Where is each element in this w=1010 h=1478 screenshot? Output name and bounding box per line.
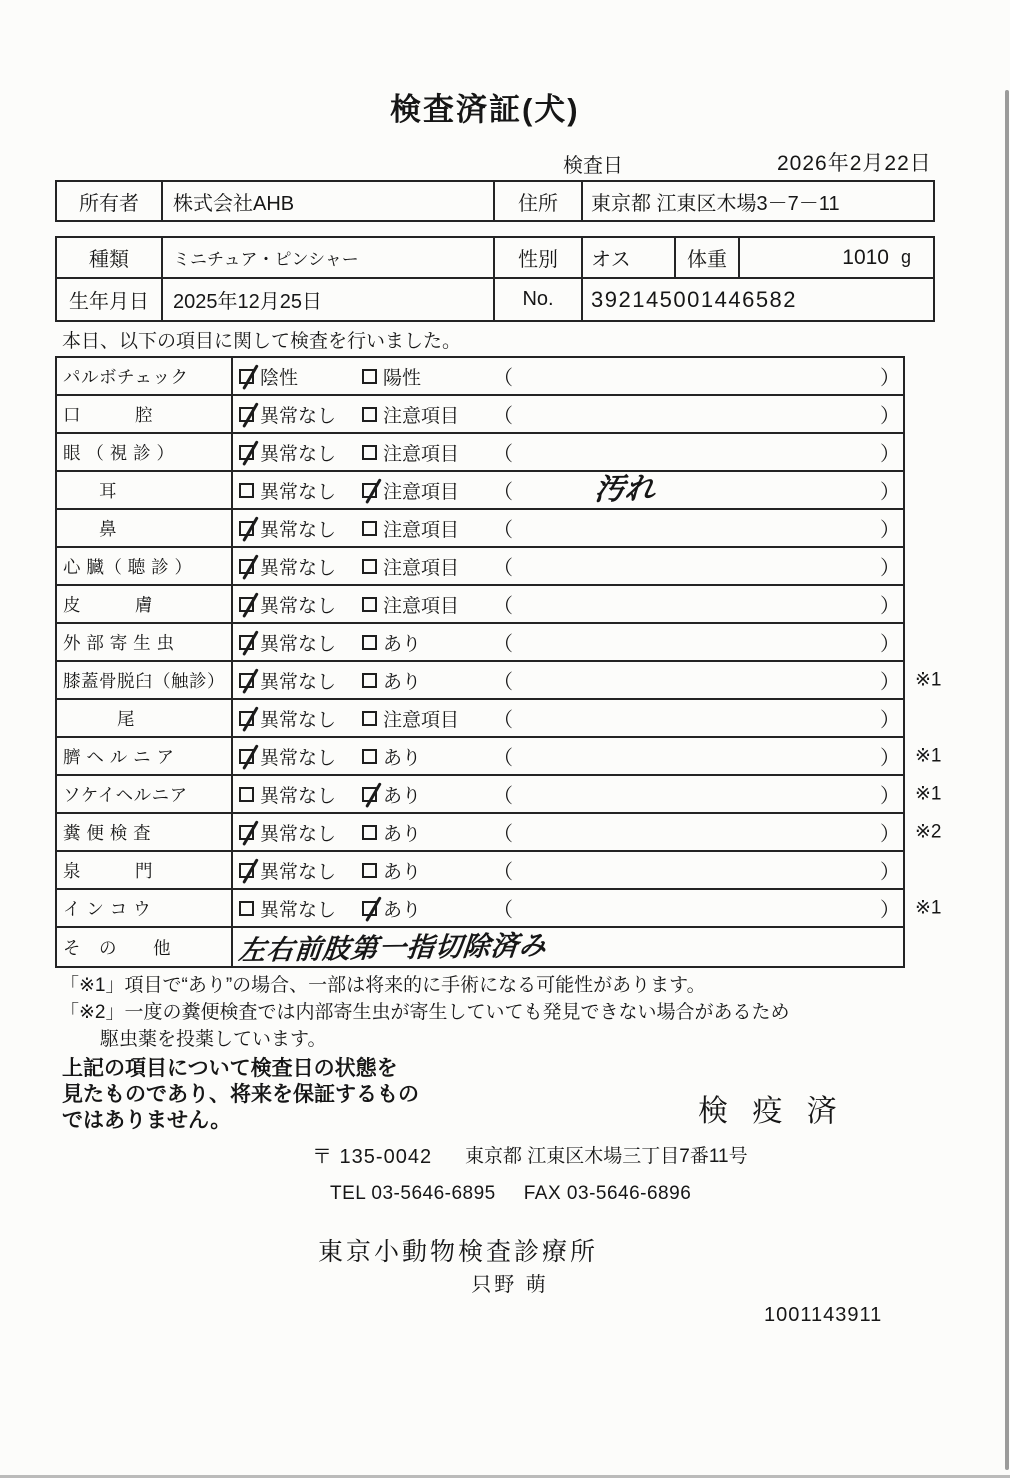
option-label: 異常なし xyxy=(260,709,337,731)
option-label: 異常なし xyxy=(260,443,337,465)
checkbox xyxy=(239,901,254,916)
paren-close: ） xyxy=(880,861,900,884)
item-label: そ の 他 xyxy=(57,928,233,966)
option-2 xyxy=(362,472,459,508)
checkbox xyxy=(239,521,254,536)
birthdate-label: 生年月日 xyxy=(57,279,163,320)
option-label: 異常なし xyxy=(260,557,337,579)
option-1 xyxy=(239,510,336,546)
sex-value: オス xyxy=(583,238,676,277)
checkbox xyxy=(362,901,377,916)
option-label: あり xyxy=(383,747,422,769)
no-value: 392145001446582 xyxy=(591,286,798,312)
breed-value: ミニチュア・ピンシャー xyxy=(163,238,495,277)
breed-label: 種類 xyxy=(57,238,163,277)
paren-open: （ xyxy=(493,747,513,770)
checkbox xyxy=(362,483,377,498)
paren-close: ） xyxy=(880,367,900,390)
option-label: 異常なし xyxy=(260,633,337,655)
ref-mark: ※1 xyxy=(915,669,942,691)
options xyxy=(235,434,903,470)
paren-close: ） xyxy=(880,823,900,846)
options xyxy=(235,738,903,774)
item-label: 口 腔 xyxy=(57,396,233,432)
sex-label: 性別 xyxy=(495,238,583,277)
disclaimer-line-3: ではありません。 xyxy=(62,1109,232,1132)
footnotes xyxy=(60,972,790,1053)
postal-code: 〒 135-0042 xyxy=(312,1146,433,1168)
options xyxy=(235,358,903,394)
inspection-date-label: 検査日 xyxy=(563,155,623,177)
option-label: 注意項目 xyxy=(383,709,460,731)
checkbox xyxy=(362,559,377,574)
owner-value: 株式会社AHB xyxy=(163,182,495,220)
option-label: 異常なし xyxy=(260,899,337,921)
checkbox xyxy=(239,749,254,764)
option-1 xyxy=(239,890,336,926)
item-label: 眼 （ 視 診 ） xyxy=(57,434,233,470)
intro-text: 本日、以下の項目に関して検査を行いました。 xyxy=(62,331,462,352)
paren-open: （ xyxy=(493,899,513,922)
handwritten-other: 左右前肢第一指切除済み xyxy=(237,930,549,966)
item-label: 鼻 xyxy=(57,510,233,546)
checkbox xyxy=(362,863,377,878)
checkbox xyxy=(239,483,254,498)
option-2 xyxy=(362,776,421,812)
option-label: 異常なし xyxy=(260,861,337,883)
inspection-row xyxy=(57,434,903,472)
option-2 xyxy=(362,510,459,546)
address-label: 住所 xyxy=(495,182,583,220)
paren-close: ） xyxy=(880,633,900,656)
option-2 xyxy=(362,890,421,926)
inspection-row xyxy=(57,396,903,434)
tel-fax-line xyxy=(330,1183,691,1205)
paren-close: ） xyxy=(880,747,900,770)
option-1 xyxy=(239,472,336,508)
options xyxy=(235,776,903,812)
ref-mark: ※1 xyxy=(915,897,942,919)
checkbox xyxy=(239,369,254,384)
paren-close: ） xyxy=(880,405,900,428)
options xyxy=(235,624,903,660)
option-1 xyxy=(239,662,336,698)
option-label: 異常なし xyxy=(260,747,337,769)
disclaimer xyxy=(62,1056,419,1134)
option-2 xyxy=(362,662,421,698)
option-1 xyxy=(239,700,336,736)
item-label: 尾 xyxy=(57,700,233,736)
inspection-row xyxy=(57,700,903,738)
option-1 xyxy=(239,814,336,850)
option-label: 異常なし xyxy=(260,595,337,617)
checkbox xyxy=(362,711,377,726)
checkbox xyxy=(239,559,254,574)
options xyxy=(235,700,903,736)
owner-table xyxy=(55,180,935,222)
checkbox xyxy=(239,635,254,650)
inspection-row xyxy=(57,928,903,966)
document-number: 1001143911 xyxy=(764,1304,883,1326)
checkbox xyxy=(239,445,254,460)
option-2 xyxy=(362,548,459,584)
footnote-1: 「※1」項目で“あり”の場合、一部は将来的に手術になる可能性があります。 xyxy=(60,975,706,996)
checkbox xyxy=(239,407,254,422)
birthdate-value: 2025年12月25日 xyxy=(163,279,495,320)
option-2 xyxy=(362,358,421,394)
option-2 xyxy=(362,624,421,660)
paren-open: （ xyxy=(493,367,513,390)
option-2 xyxy=(362,586,459,622)
item-label: 糞 便 検 査 xyxy=(57,814,233,850)
option-label: あり xyxy=(383,899,422,921)
checkbox xyxy=(239,673,254,688)
option-label: 注意項目 xyxy=(383,481,460,503)
checkbox xyxy=(362,635,377,650)
inspection-row xyxy=(57,548,903,586)
item-label: ソケイヘルニア xyxy=(57,776,233,812)
options xyxy=(235,662,903,698)
item-label: 臍 ヘ ル ニ ア xyxy=(57,738,233,774)
paren-open: （ xyxy=(493,633,513,656)
paren-close: ） xyxy=(880,595,900,618)
weight-label: 体重 xyxy=(676,238,740,277)
option-label: あり xyxy=(383,785,422,807)
option-1 xyxy=(239,586,336,622)
owner-label: 所有者 xyxy=(57,182,163,220)
checkbox xyxy=(362,445,377,460)
pet-info-table xyxy=(55,236,935,322)
address-value: 東京都 江東区木場3－7－11 xyxy=(591,192,840,215)
paren-close: ） xyxy=(880,671,900,694)
option-label: 異常なし xyxy=(260,823,337,845)
checkbox xyxy=(239,597,254,612)
options xyxy=(235,852,903,888)
inspection-row xyxy=(57,510,903,548)
inspection-table xyxy=(55,356,942,968)
option-1 xyxy=(239,776,336,812)
option-label: 異常なし xyxy=(260,481,337,503)
option-1 xyxy=(239,396,336,432)
paren-close: ） xyxy=(880,899,900,922)
tel-number: TEL 03-5646-6895 xyxy=(330,1183,496,1204)
checkbox xyxy=(362,407,377,422)
quarantine-passed-stamp: 検 疫 済 xyxy=(698,1095,845,1128)
option-1 xyxy=(239,738,336,774)
option-2 xyxy=(362,396,459,432)
option-1 xyxy=(239,358,298,394)
checkbox xyxy=(239,863,254,878)
paren-open: （ xyxy=(493,709,513,732)
options xyxy=(235,548,903,584)
options xyxy=(235,396,903,432)
item-label: 皮 膚 xyxy=(57,586,233,622)
inspection-row xyxy=(57,662,942,700)
clinic-address: 東京都 江東区木場三丁目7番11号 xyxy=(465,1146,748,1167)
item-label: 膝蓋骨脱臼（触診） xyxy=(57,662,233,698)
option-label: 陽性 xyxy=(383,367,422,389)
option-label: 異常なし xyxy=(260,519,337,541)
paren-open: （ xyxy=(493,823,513,846)
paren-close: ） xyxy=(880,481,900,504)
veterinarian-name: 只野 萌 xyxy=(471,1274,549,1296)
inspection-row xyxy=(57,852,903,890)
options xyxy=(235,472,903,508)
option-2 xyxy=(362,852,421,888)
paren-open: （ xyxy=(493,595,513,618)
options xyxy=(235,814,903,850)
scan-artifact-right-edge xyxy=(1005,90,1009,1470)
paren-close: ） xyxy=(880,709,900,732)
weight-value: 1010 xyxy=(842,245,889,269)
item-label: 外 部 寄 生 虫 xyxy=(57,624,233,660)
options xyxy=(235,510,903,546)
inspection-row xyxy=(57,624,903,662)
option-label: 陰性 xyxy=(260,367,299,389)
paren-close: ） xyxy=(880,443,900,466)
option-label: あり xyxy=(383,861,422,883)
checkbox xyxy=(362,749,377,764)
no-label: No. xyxy=(495,279,583,320)
paren-open: （ xyxy=(493,519,513,542)
option-label: 注意項目 xyxy=(383,405,460,427)
item-label: イ ン コ ウ xyxy=(57,890,233,926)
item-label: 心 臓（ 聴 診 ） xyxy=(57,548,233,584)
option-2 xyxy=(362,738,421,774)
inspection-row xyxy=(57,776,942,814)
ref-mark: ※1 xyxy=(915,745,942,767)
options xyxy=(235,890,903,926)
option-2 xyxy=(362,434,459,470)
weight-cell xyxy=(740,238,933,277)
paren-close: ） xyxy=(880,519,900,542)
item-label: パルボチェック xyxy=(57,358,233,394)
option-label: 異常なし xyxy=(260,785,337,807)
checkbox xyxy=(239,711,254,726)
option-label: 注意項目 xyxy=(383,595,460,617)
paren-open: （ xyxy=(493,671,513,694)
clinic-name: 東京小動物検査診療所 xyxy=(318,1238,599,1266)
paren-close: ） xyxy=(880,557,900,580)
option-label: 異常なし xyxy=(260,671,337,693)
inspection-date-value: 2026年2月22日 xyxy=(777,152,932,175)
item-label: 泉 門 xyxy=(57,852,233,888)
ref-mark: ※1 xyxy=(915,783,942,805)
paren-open: （ xyxy=(493,785,513,808)
checkbox xyxy=(362,369,377,384)
paren-open: （ xyxy=(493,481,513,504)
option-label: 注意項目 xyxy=(383,557,460,579)
checkbox xyxy=(362,597,377,612)
option-1 xyxy=(239,434,336,470)
option-label: 異常なし xyxy=(260,405,337,427)
checkbox xyxy=(362,825,377,840)
fax-number: FAX 03-5646-6896 xyxy=(523,1183,692,1204)
disclaimer-line-1: 上記の項目について検査日の状態を xyxy=(62,1057,398,1080)
checkbox xyxy=(362,521,377,536)
option-1 xyxy=(239,624,336,660)
option-label: 注意項目 xyxy=(383,519,460,541)
paren-close: ） xyxy=(880,785,900,808)
checkbox xyxy=(239,825,254,840)
disclaimer-line-2: 見たものであり、将来を保証するもの xyxy=(62,1083,419,1106)
weight-unit: g xyxy=(900,247,911,267)
option-1 xyxy=(239,548,336,584)
footnote-2: 「※2」一度の糞便検査では内部寄生虫が寄生していても発見できない場合があるため xyxy=(60,1002,790,1023)
paren-open: （ xyxy=(493,557,513,580)
option-label: 注意項目 xyxy=(383,443,460,465)
option-label: あり xyxy=(383,633,422,655)
inspection-row xyxy=(57,738,942,776)
inspection-row xyxy=(57,814,942,852)
inspection-row xyxy=(57,358,903,396)
inspection-row xyxy=(57,890,942,928)
ref-mark: ※2 xyxy=(915,821,942,843)
footnote-2-continued: 駆虫薬を投薬しています。 xyxy=(100,1029,327,1050)
paren-open: （ xyxy=(493,405,513,428)
option-label: あり xyxy=(383,823,422,845)
document-title: 検査済証(犬) xyxy=(389,92,580,127)
paren-open: （ xyxy=(493,443,513,466)
checkbox xyxy=(362,673,377,688)
option-2 xyxy=(362,700,459,736)
inspection-row xyxy=(57,586,903,624)
option-1 xyxy=(239,852,336,888)
option-label: あり xyxy=(383,671,422,693)
note-text: 汚れ xyxy=(593,472,657,507)
options xyxy=(235,586,903,622)
inspection-row xyxy=(57,472,903,510)
option-2 xyxy=(362,814,421,850)
paren-open: （ xyxy=(493,861,513,884)
checkbox xyxy=(362,787,377,802)
checkbox xyxy=(239,787,254,802)
item-label: 耳 xyxy=(57,472,233,508)
